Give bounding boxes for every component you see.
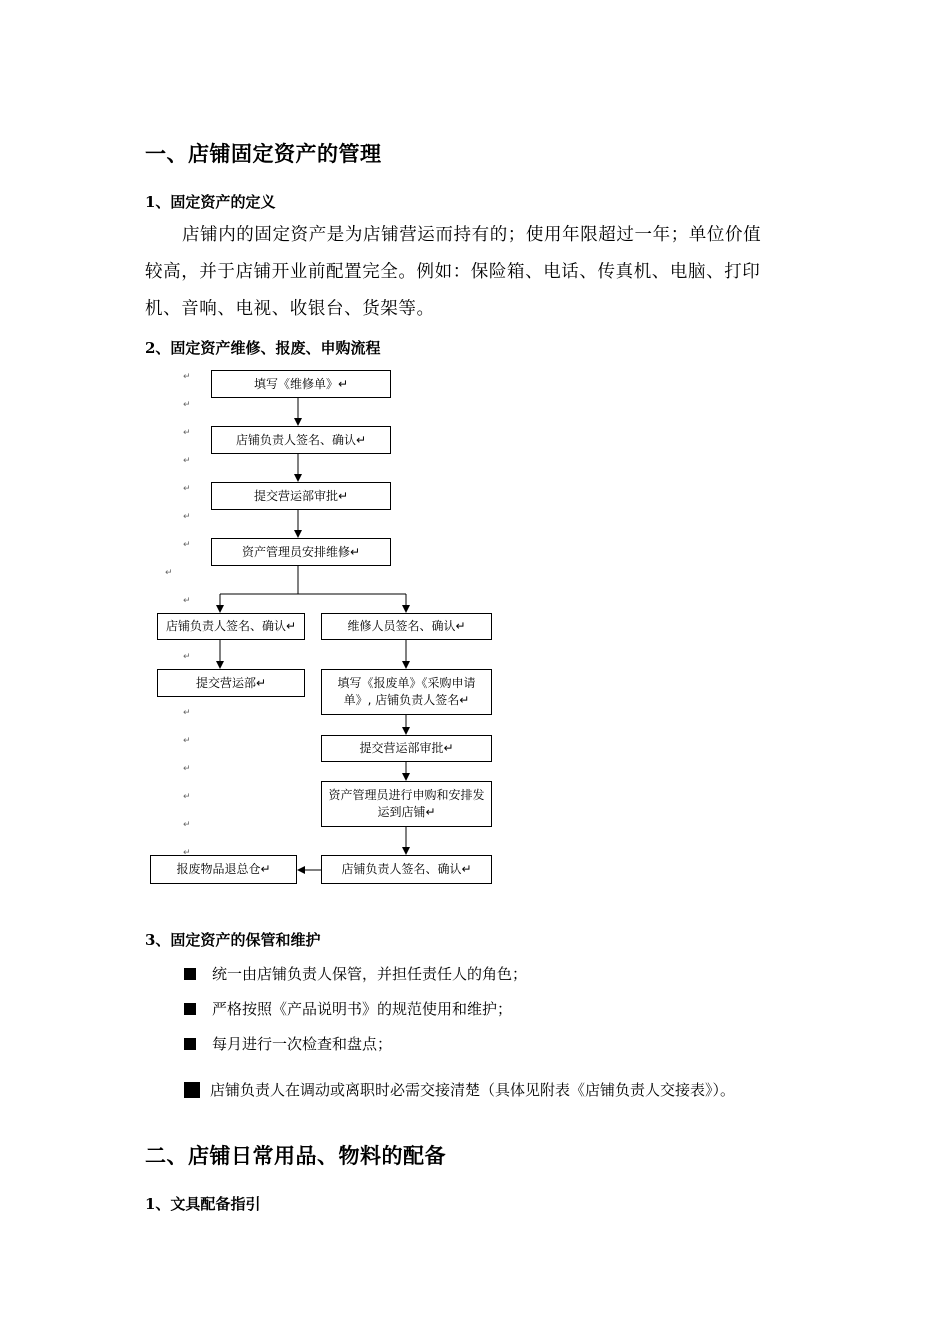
- flow-right-repairer-sign: 维修人员签名、确认↵: [321, 613, 492, 640]
- bullet-item: [184, 1033, 392, 1054]
- paragraph-mark: ↵: [183, 764, 191, 774]
- paragraph-mark: ↵: [183, 400, 191, 410]
- bullet-text: 店铺负责人在调动或离职时必需交接清楚（具体见附表《店铺负责人交接表》）。: [210, 1081, 736, 1099]
- flow-step-manager-sign: 店铺负责人签名、确认↵: [211, 426, 391, 454]
- flow-right-purchase-ship: 资产管理员进行申购和安排发运到店铺↵: [321, 781, 492, 827]
- paragraph-mark: ↵: [183, 652, 191, 662]
- flow-step-arrange-repair: 资产管理员安排维修↵: [211, 538, 391, 566]
- paragraph-mark: ↵: [183, 792, 191, 802]
- subsection-1-2-title: 2、固定资产维修、报废、申购流程: [145, 339, 381, 357]
- paragraph-mark: ↵: [165, 568, 173, 578]
- flow-return-to-warehouse: 报废物品退总仓↵: [150, 855, 297, 884]
- flow-step-submit-approval: 提交营运部审批↵: [211, 482, 391, 510]
- bullet-text: 每月进行一次检查和盘点；: [212, 1035, 393, 1053]
- flow-step-fill-repair-form: 填写《维修单》↵: [211, 370, 391, 398]
- bullet-square-icon: [184, 968, 196, 980]
- subsection-2-1-title: 1、文具配备指引: [145, 1195, 261, 1213]
- flow-left-submit: 提交营运部↵: [157, 669, 305, 697]
- section-1-title: 一、店铺固定资产的管理: [145, 141, 382, 166]
- bullet-square-icon: [184, 1038, 196, 1050]
- paragraph-mark: ↵: [183, 428, 191, 438]
- bullet-item: [184, 963, 527, 984]
- bullet-item: [184, 1079, 735, 1100]
- subsection-1-1-title: 1、固定资产的定义: [145, 193, 276, 211]
- bullet-text: 统一由店铺负责人保管，并担任责任人的角色；: [212, 965, 528, 983]
- paragraph-mark: ↵: [183, 708, 191, 718]
- subsection-1-3-title: 3、固定资产的保管和维护: [145, 931, 321, 949]
- flow-right-manager-confirm: 店铺负责人签名、确认↵: [321, 855, 492, 884]
- paragraph-mark: ↵: [183, 456, 191, 466]
- paragraph-mark: ↵: [183, 512, 191, 522]
- paragraph-mark: ↵: [183, 820, 191, 830]
- paragraph-mark: ↵: [183, 372, 191, 382]
- definition-line-2: 较高，并于店铺开业前配置完全。例如：保险箱、电话、传真机、电脑、打印: [145, 262, 761, 282]
- paragraph-mark: ↵: [183, 848, 191, 858]
- paragraph-mark: ↵: [183, 736, 191, 746]
- bullet-item: [184, 998, 512, 1019]
- flow-right-submit-approval: 提交营运部审批↵: [321, 735, 492, 762]
- definition-line-1: 店铺内的固定资产是为店铺营运而持有的；使用年限超过一年；单位价值: [182, 225, 762, 245]
- bullet-square-icon: [184, 1082, 200, 1098]
- bullet-square-icon: [184, 1003, 196, 1015]
- paragraph-mark: ↵: [183, 596, 191, 606]
- section-2-title: 二、店铺日常用品、物料的配备: [145, 1143, 446, 1168]
- bullet-text: 严格按照《产品说明书》的规范使用和维护；: [212, 1000, 513, 1018]
- definition-line-3: 机、音响、电视、收银台、货架等。: [145, 299, 435, 319]
- flow-left-manager-sign: 店铺负责人签名、确认↵: [157, 613, 305, 640]
- paragraph-mark: ↵: [183, 484, 191, 494]
- flow-right-fill-forms: 填写《报废单》《采购申请单》, 店铺负责人签名↵: [321, 669, 492, 715]
- paragraph-mark: ↵: [183, 540, 191, 550]
